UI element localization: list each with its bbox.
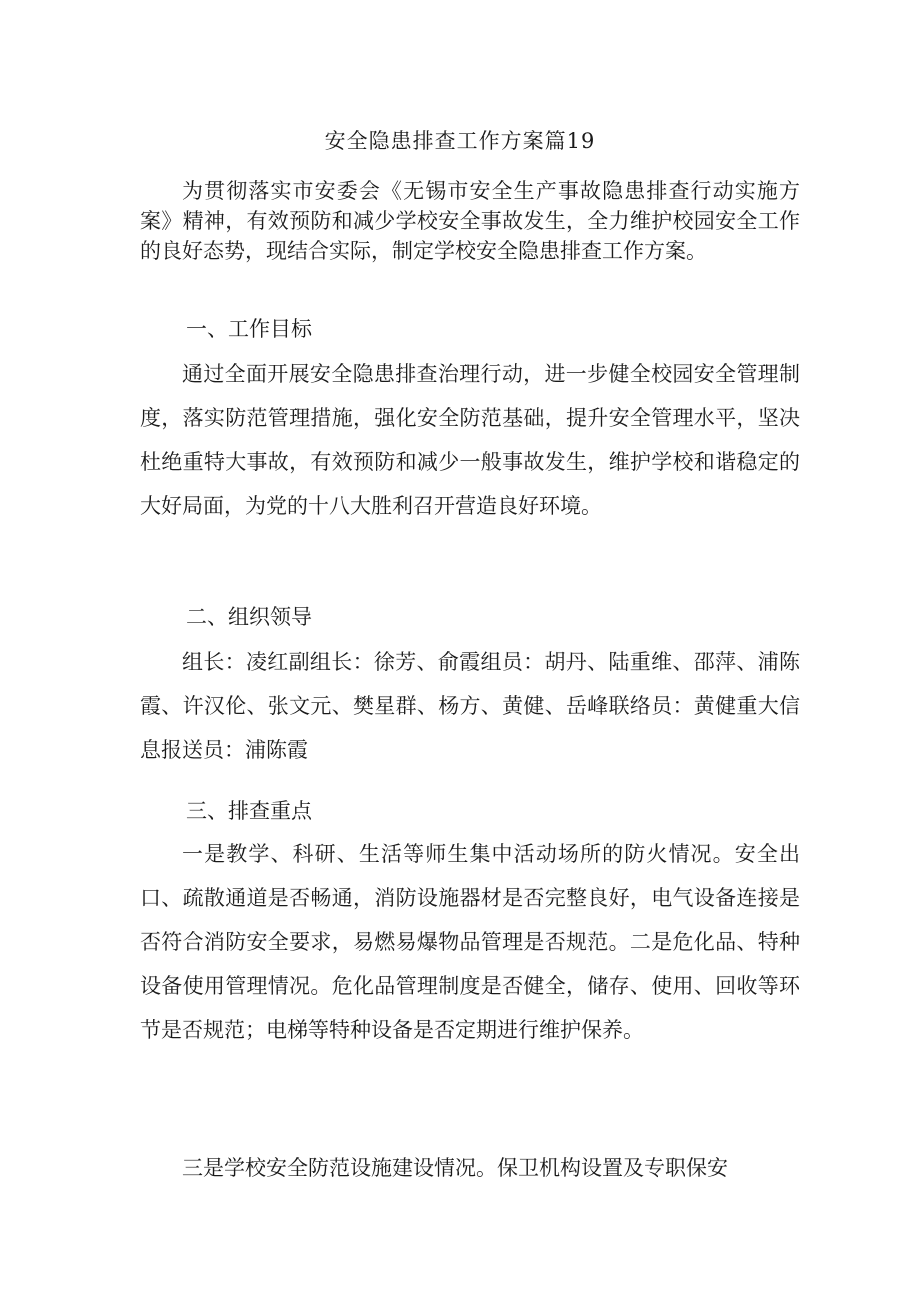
section-body-focus: 一是教学、科研、生活等师生集中活动场所的防火情况。安全出口、疏散通道是否畅通，消防设施器材是否完整良好，电气设备连接是否符合消防安全要求，易燃易爆物品管理是否规范。二是危化品、特种设备使用管理情况。危化品管理制度是否健全，储存、使用、回收等环节是否规范；电梯等特种设备是否定期进行维护保养。 (140, 842, 800, 1042)
section-body-organization: 组长：凌红副组长：徐芳、俞霞组员：胡丹、陆重维、邵萍、浦陈霞、许汉伦、张文元、樊星群、杨方、黄健、岳峰联络员：黄健重大信息报送员：浦陈霞 (140, 650, 800, 762)
section-heading-focus: 三、排查重点 (186, 799, 312, 823)
section-heading-organization: 二、组织领导 (186, 605, 312, 629)
document-title: 安全隐患排查工作方案篇19 (324, 129, 596, 153)
section-heading-goals: 一、工作目标 (186, 317, 312, 341)
intro-paragraph: 为贯彻落实市安委会《无锡市安全生产事故隐患排查行动实施方案》精神，有效预防和减少学校安全事故发生，全力维护校园安全工作的良好态势，现结合实际，制定学校安全隐患排查工作方案。 (140, 179, 800, 263)
section-body-focus-continued: 三是学校安全防范设施建设情况。保卫机构设置及专职保安 (182, 1156, 728, 1180)
section-body-goals: 通过全面开展安全隐患排查治理行动，进一步健全校园安全管理制度，落实防范管理措施，强化安全防范基础，提升安全管理水平，坚决杜绝重特大事故，有效预防和减少一般事故发生，维护学校和谐稳定的大好局面，为党的十八大胜利召开营造良好环境。 (140, 362, 800, 518)
